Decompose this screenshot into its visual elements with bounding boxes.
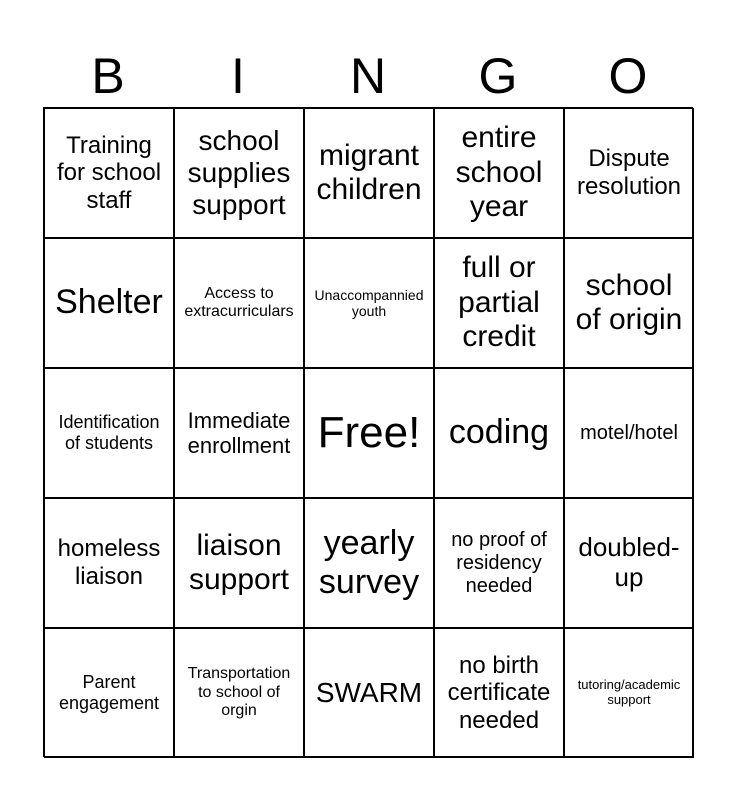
header-letter-g: G [478, 48, 518, 104]
bingo-cell[interactable]: Identification of students [44, 368, 174, 498]
bingo-cell[interactable]: Access to extracurriculars [174, 238, 304, 368]
free-space[interactable]: Free! [304, 368, 434, 498]
bingo-cell[interactable]: Training for school staff [44, 108, 174, 238]
bingo-header [43, 48, 693, 104]
bingo-cell[interactable]: coding [434, 368, 564, 498]
header-letter-i: I [231, 48, 245, 104]
bingo-cell[interactable]: Unaccompannied youth [304, 238, 434, 368]
bingo-cell[interactable]: Parent engagement [44, 628, 174, 758]
bingo-cell[interactable]: doubled-up [564, 498, 694, 628]
header-letter-o: O [608, 48, 648, 104]
bingo-cell[interactable]: school supplies support [174, 108, 304, 238]
bingo-cell[interactable]: no proof of residency needed [434, 498, 564, 628]
bingo-cell[interactable]: tutoring/academic support [564, 628, 694, 758]
bingo-cell[interactable]: no birth certificate needed [434, 628, 564, 758]
bingo-cell[interactable]: Dispute resolution [564, 108, 694, 238]
bingo-cell[interactable]: yearly survey [304, 498, 434, 628]
bingo-cell[interactable]: full or partial credit [434, 238, 564, 368]
bingo-cell[interactable]: SWARM [304, 628, 434, 758]
bingo-cell[interactable]: entire school year [434, 108, 564, 238]
bingo-cell[interactable]: motel/hotel [564, 368, 694, 498]
bingo-cell[interactable]: liaison support [174, 498, 304, 628]
bingo-cell[interactable]: Shelter [44, 238, 174, 368]
bingo-cell[interactable]: migrant children [304, 108, 434, 238]
bingo-cell[interactable]: school of origin [564, 238, 694, 368]
header-letter-n: N [349, 48, 387, 104]
bingo-cell[interactable]: Transportation to school of orgin [174, 628, 304, 758]
bingo-cell[interactable]: Immediate enrollment [174, 368, 304, 498]
header-letter-b: B [91, 48, 125, 104]
bingo-cell[interactable]: homeless liaison [44, 498, 174, 628]
bingo-card [43, 107, 693, 757]
